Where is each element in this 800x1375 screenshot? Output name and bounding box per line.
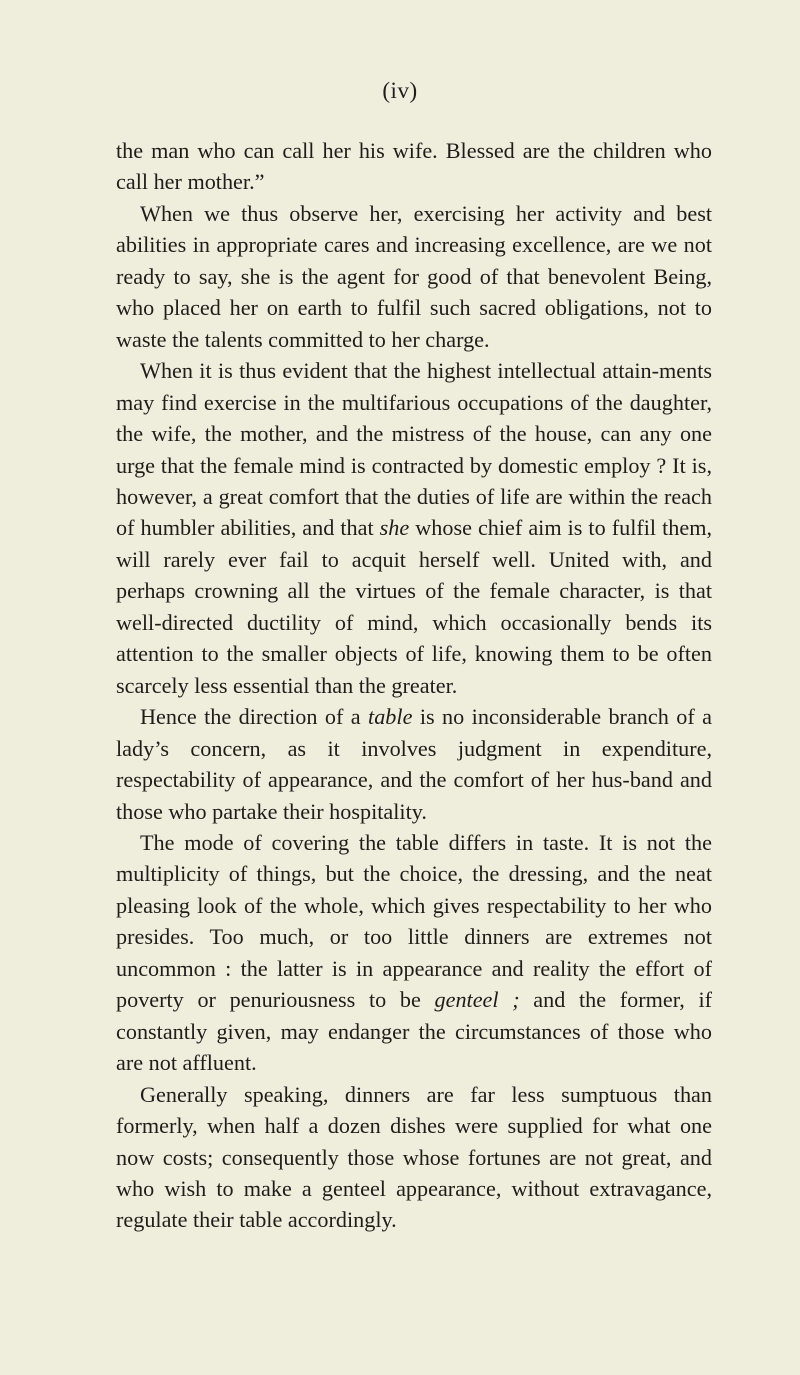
paragraph-6: Generally speaking, dinners are far less sumptuous than formerly, when half a dozen dishes were supplied for what one now costs; consequently those whose fortunes are not great, and who wish to make a genteel appearance, without extravagance, regulate their table accordingly.: [116, 1081, 712, 1233]
paragraph-3-emphasis: she: [379, 515, 410, 541]
paragraph-5: [116, 827, 712, 1079]
page-number: (iv): [382, 78, 418, 103]
paragraph-5-emphasis: genteel ;: [434, 987, 520, 1013]
paragraph-3-text-b: whose chief aim is to fulfil them, will rarely ever fail to acquit herself well. United with, and perhaps crowning all the virtues of the female character, is that well-directed ductility of mind, which occasionally bends its attention to the smaller objects of life, knowing them to be often scarcely less essential than the greater.: [116, 515, 713, 698]
paragraph-5-text-a: The mode of covering the table differs in taste. It is not the multiplicity of things, but the choice, the dressing, and the neat pleasing look of the whole, which gives respectability to her who presides. Too much, or too little dinners are extremes not uncommon : the latter is in appearance and reality the effort of poverty or penuriousness to be: [116, 829, 712, 1013]
paragraph-2: When we thus observe her, exercising her activity and best abilities in appropriate cares and increasing excellence, are we not ready to say, she is the agent for good of that benevolent Being, who placed her on earth to fulfil such sacred obligations, not to waste the talents committed to her charge.: [116, 200, 712, 352]
paragraph-4-emphasis: table: [368, 704, 413, 730]
paragraph-4: [116, 701, 712, 827]
body-text: [116, 135, 712, 1236]
paragraph-5-text-b: and the former, if constantly given, may endanger the circumstances of those who are not affluent.: [116, 987, 712, 1076]
paragraph-4-text-a: Hence the direction of a: [140, 704, 369, 730]
paragraph-3: [116, 355, 712, 701]
paragraph-4-text-b: is no inconsiderable branch of a lady’s concern, as it involves judgment in expenditure, respectability of appearance, and the comfort of her hus-band and those who partake their hospitality.: [116, 704, 712, 824]
paragraph-1: the man who can call her his wife. Blessed are the children who call her mother.”: [116, 138, 712, 195]
paragraph-3-text-a: When it is thus evident that the highest intellectual attain-ments may find exercise in the multifarious occupations of the daughter, the wife, the mother, and the mistress of the house, can any one urge that the female mind is contracted by domestic employ ? It is, however, a great comfort that the duties of life are within the reach of humbler abilities, and that: [116, 358, 712, 541]
